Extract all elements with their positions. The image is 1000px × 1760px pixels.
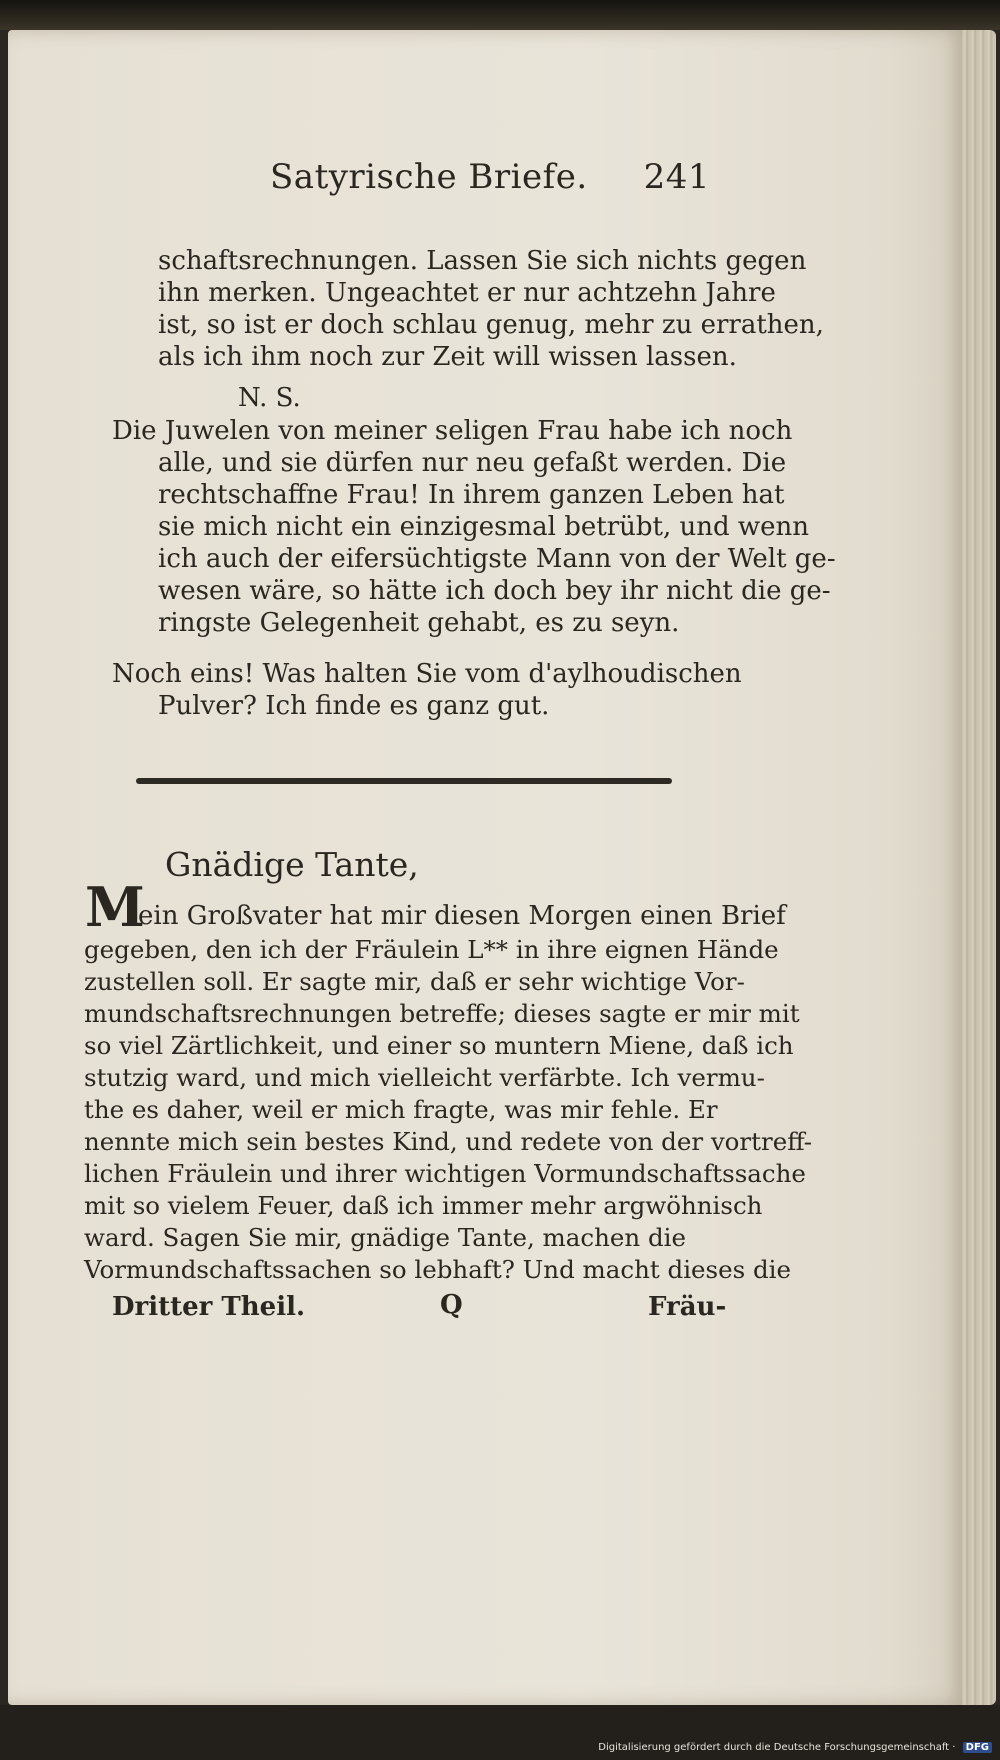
dfg-logo: DFG bbox=[963, 1742, 992, 1753]
text-line: lichen Fräulein und ihrer wichtigen Vormundschaftssache bbox=[84, 1159, 806, 1188]
text-line: ihn merken. Ungeachtet er nur achtzehn Jahre bbox=[158, 278, 776, 308]
text-line: mundschaftsrechnungen betreffe; dieses sagte er mir mit bbox=[84, 999, 800, 1028]
signature-line: Dritter Theil. bbox=[112, 1292, 306, 1322]
gathering-mark: Q bbox=[440, 1290, 463, 1320]
text-line: alle, und sie dürfen nur neu gefaßt werden. Die bbox=[158, 448, 787, 478]
text-line: the es daher, weil er mich fragte, was mir fehle. Er bbox=[84, 1095, 718, 1124]
letter-salutation: Gnädige Tante, bbox=[165, 845, 419, 884]
text-line: ich auch der eifersüchtigste Mann von der Welt ge- bbox=[158, 544, 836, 574]
text-line: ringste Gelegenheit gehabt, es zu seyn. bbox=[158, 608, 680, 638]
running-header bbox=[270, 157, 710, 197]
text-line: mit so vielem Feuer, daß ich immer mehr argwöhnisch bbox=[84, 1191, 763, 1220]
text-line: so viel Zärtlichkeit, und einer so muntern Miene, daß ich bbox=[84, 1031, 794, 1060]
text-line: wesen wäre, so hätte ich doch bey ihr nicht die ge- bbox=[158, 576, 831, 606]
text-line: Die Juwelen von meiner seligen Frau habe ich noch bbox=[112, 416, 793, 446]
text-line: schaftsrechnungen. Lassen Sie sich nichts gegen bbox=[158, 246, 807, 276]
scan-top-border bbox=[0, 0, 1000, 30]
text-line: als ich ihm noch zur Zeit will wissen lassen. bbox=[158, 342, 737, 372]
digitization-credit bbox=[598, 1742, 992, 1753]
text-line: nennte mich sein bestes Kind, und redete von der vortreff- bbox=[84, 1127, 813, 1156]
text-line: sie mich nicht ein einzigesmal betrübt, und wenn bbox=[158, 512, 810, 542]
text-line: Noch eins! Was halten Sie vom d'aylhoudischen bbox=[112, 659, 742, 689]
text-line: Pulver? Ich finde es ganz gut. bbox=[158, 691, 550, 721]
drop-initial: M bbox=[85, 875, 145, 939]
catchword: Fräu- bbox=[648, 1292, 727, 1322]
credit-text: Digitalisierung gefördert durch die Deutsche Forschungsgemeinschaft · bbox=[598, 1742, 956, 1753]
text-line: ein Großvater hat mir diesen Morgen einen Brief bbox=[138, 901, 786, 931]
postscript-label: N. S. bbox=[238, 383, 301, 413]
page-number: 241 bbox=[643, 157, 710, 197]
text-line: zustellen soll. Er sagte mir, daß er sehr wichtige Vor- bbox=[84, 967, 745, 996]
text-line: ward. Sagen Sie mir, gnädige Tante, machen die bbox=[84, 1223, 686, 1252]
header-title: Satyrische Briefe. bbox=[270, 157, 588, 197]
text-line: rechtschaffne Frau! In ihrem ganzen Leben hat bbox=[158, 480, 785, 510]
text-line: ist, so ist er doch schlau genug, mehr zu errathen, bbox=[158, 310, 824, 340]
text-line: Vormundschaftssachen so lebhaft? Und macht dieses die bbox=[84, 1255, 791, 1284]
section-divider bbox=[136, 778, 672, 784]
text-line: stutzig ward, und mich vielleicht verfärbte. Ich vermu- bbox=[84, 1063, 765, 1092]
text-line: gegeben, den ich der Fräulein L** in ihre eignen Hände bbox=[84, 935, 779, 964]
page-edges bbox=[962, 30, 996, 1705]
